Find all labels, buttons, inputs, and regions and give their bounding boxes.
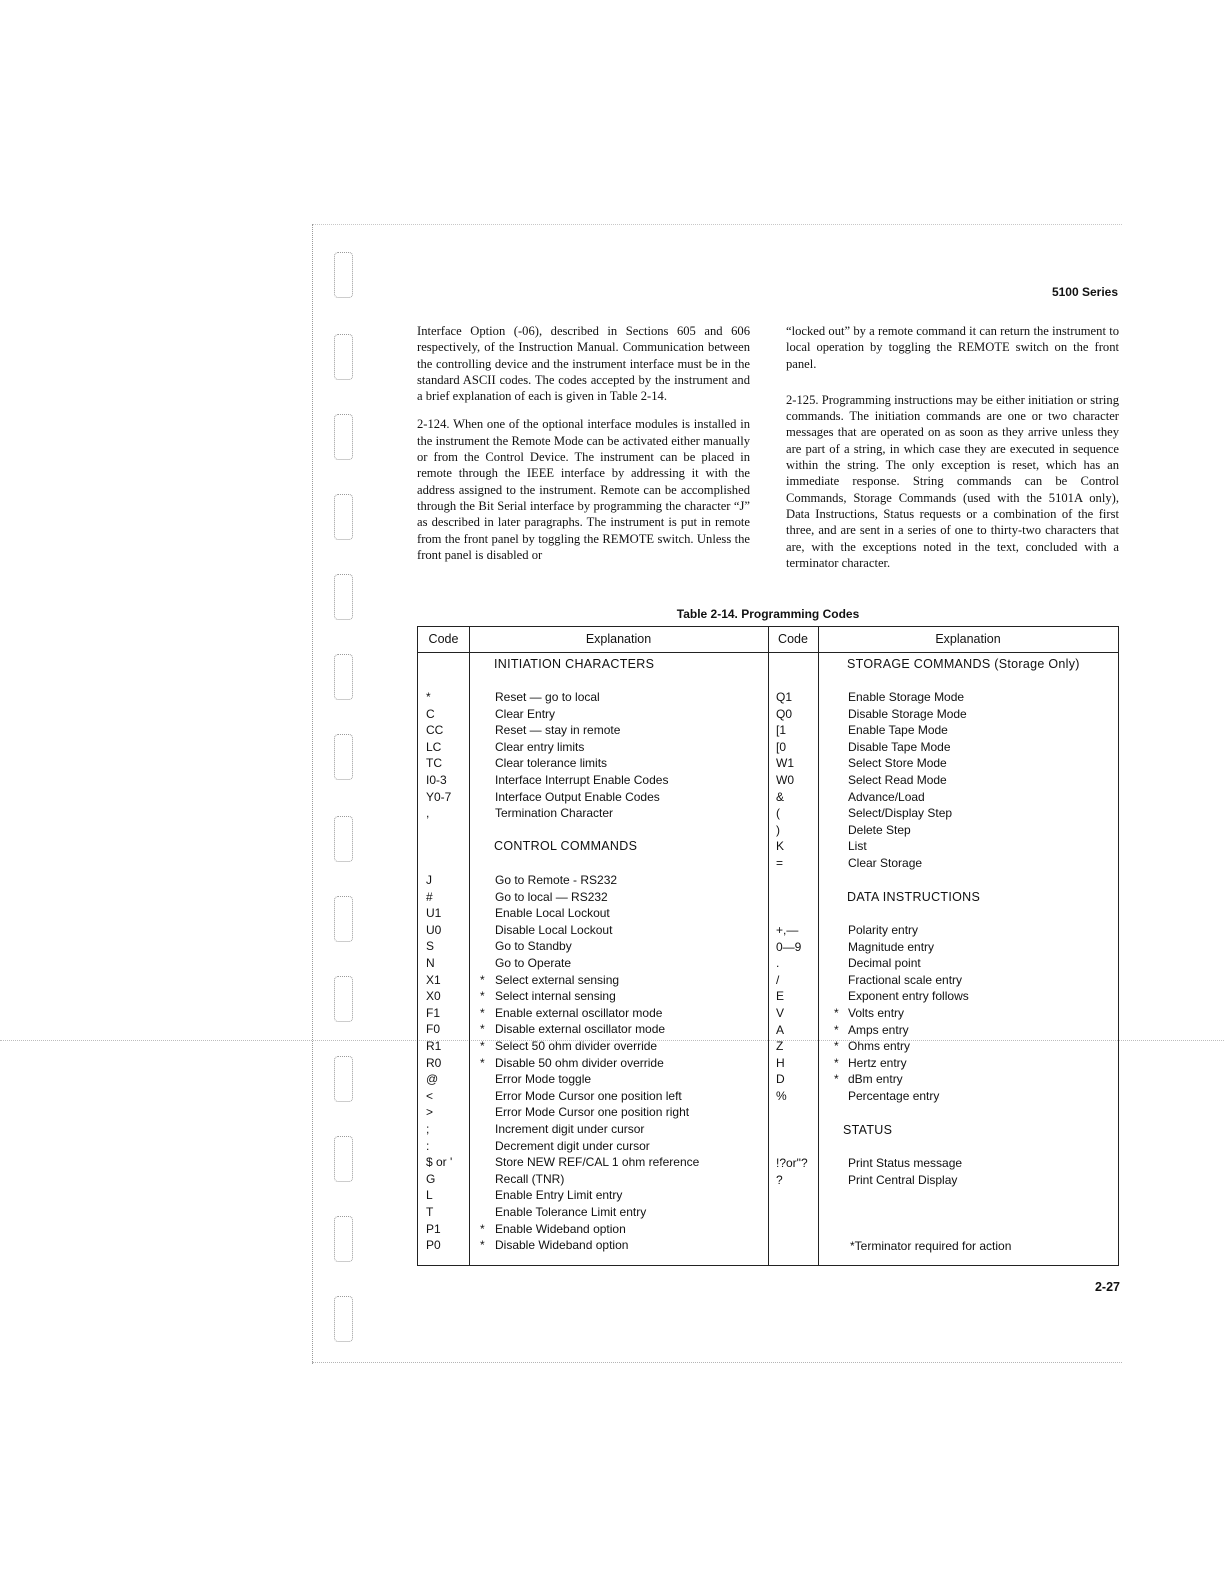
code-cell: [1 <box>776 723 787 738</box>
explanation-cell: Percentage entry <box>848 1089 940 1103</box>
code-cell: L <box>426 1188 433 1203</box>
code-cell: Z <box>776 1039 784 1054</box>
explanation-cell: Enable Wideband option <box>495 1221 626 1236</box>
explanation-cell: Enable Entry Limit entry <box>495 1188 623 1203</box>
code-cell: S <box>426 939 435 954</box>
explanation-cell: Enable Tape Mode <box>848 723 948 738</box>
code-cell: +,— <box>776 923 799 937</box>
code-cell: : <box>426 1138 430 1153</box>
terminator-mark: * <box>834 1039 839 1054</box>
terminator-mark: * <box>480 972 485 987</box>
paragraph: 2-124. When one of the optional interface modules is installed in the instrument the Remote Mode can be activated either manually or from the Control Device. The instrument can be placed in remote through the IEEE interface by addressing it with the address assigned to the instrument. Remote can be accomplished through the Bit Serial interface by programming the character “J” as described in later paragraphs. The instrument is put in remote from the front panel by toggling the REMOTE switch. Unless the front panel is disabled or <box>417 417 750 562</box>
code-cell: ( <box>776 806 780 821</box>
terminator-mark: * <box>480 1005 485 1020</box>
punch-hole-icon <box>334 816 353 862</box>
code-cell: # <box>426 889 433 904</box>
code-cell: U0 <box>426 922 442 937</box>
section-heading-status: STATUS <box>843 1123 893 1137</box>
terminator-mark: * <box>834 1006 839 1020</box>
code-cell: F1 <box>426 1005 441 1020</box>
explanation-cell: Decrement digit under cursor <box>495 1138 650 1153</box>
code-cell: A <box>776 1022 785 1037</box>
explanation-cell: Fractional scale entry <box>848 972 963 987</box>
code-cell: TC <box>426 756 442 771</box>
code-cell: P0 <box>426 1238 441 1253</box>
explanation-cell: Hertz entry <box>848 1055 907 1070</box>
explanation-cell: Disable Wideband option <box>495 1238 629 1253</box>
code-cell: ? <box>776 1173 783 1187</box>
section-heading-control: CONTROL COMMANDS <box>494 839 638 853</box>
code-cell: K <box>776 839 785 854</box>
explanation-cell: Recall (TNR) <box>495 1171 565 1186</box>
page-number: 2-27 <box>1094 1280 1120 1294</box>
terminator-mark: * <box>480 1055 485 1070</box>
body-column-right <box>786 323 1119 583</box>
explanation-cell: Ohms entry <box>848 1039 911 1054</box>
explanation-cell: Disable Local Lockout <box>495 922 613 937</box>
explanation-cell: Interface Output Enable Codes <box>495 789 660 804</box>
terminator-mark: * <box>480 1221 485 1236</box>
paragraph: Interface Option (-06), described in Sections 605 and 606 respectively, of the Instruction Manual. Communication between the controlling device and the instrument interface must be in the standard ASCII codes. The codes accepted by the instrument and a brief explanation of each is given in Table 2-14. <box>417 324 750 404</box>
code-cell: N <box>426 956 435 970</box>
explanation-cell: Delete Step <box>848 822 911 837</box>
explanation-cell: Enable Storage Mode <box>848 690 965 704</box>
code-cell: !?or"? <box>776 1156 808 1170</box>
explanation-cell: Disable Tape Mode <box>848 739 951 754</box>
terminator-mark: * <box>834 1072 839 1087</box>
explanation-cell: Exponent entry follows <box>848 989 969 1004</box>
explanation-cell: Enable external oscillator mode <box>495 1005 663 1020</box>
terminator-mark: * <box>480 1022 485 1037</box>
column-header-explanation: Explanation <box>585 632 652 646</box>
column-header-code: Code <box>428 632 459 646</box>
code-cell: R1 <box>426 1039 442 1053</box>
punch-hole-icon <box>334 334 353 380</box>
table-header-rule <box>418 652 1118 653</box>
code-cell: = <box>776 856 784 870</box>
column-header-explanation: Explanation <box>935 632 1001 646</box>
explanation-cell: Enable Local Lockout <box>495 906 610 921</box>
code-cell: T <box>426 1205 434 1219</box>
explanation-cell: Advance/Load <box>848 789 925 804</box>
code-cell: W0 <box>776 773 794 787</box>
code-cell: H <box>776 1055 785 1070</box>
page-header-series: 5100 Series <box>1051 285 1118 299</box>
terminator-mark: * <box>480 1238 485 1253</box>
explanation-cell: Print Status message <box>848 1156 963 1170</box>
code-cell: @ <box>426 1072 439 1087</box>
code-cell: $ or ' <box>426 1155 453 1170</box>
explanation-cell: Clear Entry <box>495 706 556 721</box>
punch-hole-icon <box>334 1296 353 1342</box>
code-cell: Y0-7 <box>426 789 452 804</box>
explanation-cell: dBm entry <box>848 1072 903 1087</box>
code-cell: < <box>426 1088 434 1103</box>
explanation-cell: Select Store Mode <box>848 756 947 771</box>
punch-hole-icon <box>334 976 353 1022</box>
body-column-left <box>417 323 750 575</box>
explanation-cell: Error Mode toggle <box>495 1072 592 1087</box>
code-cell: . <box>776 956 780 971</box>
explanation-cell: Select Read Mode <box>848 773 947 787</box>
page-bottom-rule <box>312 1362 1122 1363</box>
explanation-cell: Go to Standby <box>495 939 572 954</box>
punch-hole-icon <box>334 252 353 298</box>
explanation-cell: Disable 50 ohm divider override <box>495 1055 664 1070</box>
code-cell: & <box>776 789 785 804</box>
explanation-cell: Store NEW REF/CAL 1 ohm reference <box>495 1155 700 1170</box>
punch-hole-icon <box>334 1136 353 1182</box>
section-heading-initiation: INITIATION CHARACTERS <box>494 657 655 671</box>
table-title: Table 2-14. Programming Codes <box>676 607 860 621</box>
code-cell: ; <box>426 1122 430 1136</box>
code-cell: > <box>426 1105 434 1120</box>
code-cell: D <box>776 1072 785 1087</box>
explanation-cell: Go to Remote - RS232 <box>495 873 618 887</box>
code-cell: Q0 <box>776 706 793 721</box>
explanation-cell: Disable Storage Mode <box>848 706 967 721</box>
code-cell: Q1 <box>776 690 793 704</box>
code-cell: C <box>426 706 435 721</box>
explanation-cell: Disable external oscillator mode <box>495 1022 666 1037</box>
punch-hole-icon <box>334 734 353 780</box>
table-divider <box>768 627 769 1265</box>
explanation-cell: Reset — stay in remote <box>495 723 621 738</box>
paragraph: 2-125. Programming instructions may be either initiation or string commands. The initiation commands are one or two character messages that are operated on as soon as they arrive unless they are part of a string, in which case they are executed in sequence within the string. The only exception is reset, which has an immediate response. String commands can be Control Commands, Storage Commands (used with the 5101A only), Data Instructions, Status requests or a combination of the first three, and are sent in a series of one to thirty-two characters that are, with the exceptions noted in the text, concluded with a terminator character. <box>786 392 1119 570</box>
code-cell: R0 <box>426 1055 442 1070</box>
explanation-cell: Select/Display Step <box>848 806 953 821</box>
terminator-mark: * <box>480 989 485 1004</box>
paragraph: “locked out” by a remote command it can return the instrument to local operation by toggling the REMOTE switch on the front panel. <box>786 324 1119 371</box>
code-cell: ) <box>776 822 780 837</box>
table-footnote: *Terminator required for action <box>850 1239 1012 1253</box>
programming-codes-table <box>417 626 1119 1266</box>
terminator-mark: * <box>480 1039 485 1053</box>
explanation-cell: Error Mode Cursor one position right <box>495 1105 690 1120</box>
explanation-cell: Clear entry limits <box>495 739 585 754</box>
explanation-cell: Interface Interrupt Enable Codes <box>495 773 669 787</box>
punch-hole-icon <box>334 896 353 942</box>
code-cell: % <box>776 1089 787 1103</box>
code-cell: LC <box>426 739 442 754</box>
code-cell: G <box>426 1171 436 1186</box>
explanation-cell: Amps entry <box>848 1022 909 1037</box>
explanation-cell: Increment digit under cursor <box>495 1122 645 1136</box>
code-cell: P1 <box>426 1221 441 1236</box>
punch-hole-icon <box>334 1056 353 1102</box>
table-divider <box>469 627 470 1265</box>
explanation-cell: Print Central Display <box>848 1173 958 1187</box>
explanation-cell: Select internal sensing <box>495 989 616 1004</box>
code-cell: V <box>776 1006 785 1020</box>
explanation-cell: Decimal point <box>848 956 921 971</box>
explanation-cell: Select external sensing <box>495 972 620 987</box>
code-cell: U1 <box>426 906 442 921</box>
explanation-cell: Enable Tolerance Limit entry <box>495 1205 647 1219</box>
code-cell: [0 <box>776 739 787 754</box>
code-cell: W1 <box>776 756 794 771</box>
explanation-cell: Magnitude entry <box>848 939 935 954</box>
code-cell: F0 <box>426 1022 441 1037</box>
explanation-cell: Termination Character <box>495 806 614 821</box>
code-cell: / <box>776 972 780 987</box>
punch-hole-icon <box>334 1216 353 1262</box>
punch-hole-icon <box>334 654 353 700</box>
explanation-cell: Select 50 ohm divider override <box>495 1039 658 1053</box>
explanation-cell: List <box>848 839 867 854</box>
table-divider <box>818 627 819 1265</box>
punch-hole-icon <box>334 414 353 460</box>
explanation-cell: Error Mode Cursor one position left <box>495 1088 682 1103</box>
section-heading-data: DATA INSTRUCTIONS <box>847 890 981 904</box>
explanation-cell: Go to Operate <box>495 956 572 970</box>
section-heading-storage: STORAGE COMMANDS (Storage Only) <box>847 657 1080 671</box>
code-cell: E <box>776 989 785 1004</box>
code-cell: CC <box>426 723 444 738</box>
code-cell: J <box>426 873 432 887</box>
code-cell: X1 <box>426 972 441 987</box>
column-header-code: Code <box>778 632 808 646</box>
code-cell: * <box>426 690 431 704</box>
punch-hole-icon <box>334 574 353 620</box>
explanation-cell: Clear Storage <box>848 856 923 870</box>
code-cell: , <box>426 806 430 821</box>
code-cell: I0-3 <box>426 773 447 787</box>
explanation-cell: Volts entry <box>848 1006 905 1020</box>
punch-hole-icon <box>334 494 353 540</box>
code-cell: 0—9 <box>776 939 802 954</box>
explanation-cell: Go to local — RS232 <box>495 889 608 904</box>
terminator-mark: * <box>834 1055 839 1070</box>
explanation-cell: Polarity entry <box>848 923 919 937</box>
explanation-cell: Clear tolerance limits <box>495 756 608 771</box>
code-cell: X0 <box>426 989 441 1004</box>
terminator-mark: * <box>834 1022 839 1037</box>
explanation-cell: Reset — go to local <box>495 690 600 704</box>
